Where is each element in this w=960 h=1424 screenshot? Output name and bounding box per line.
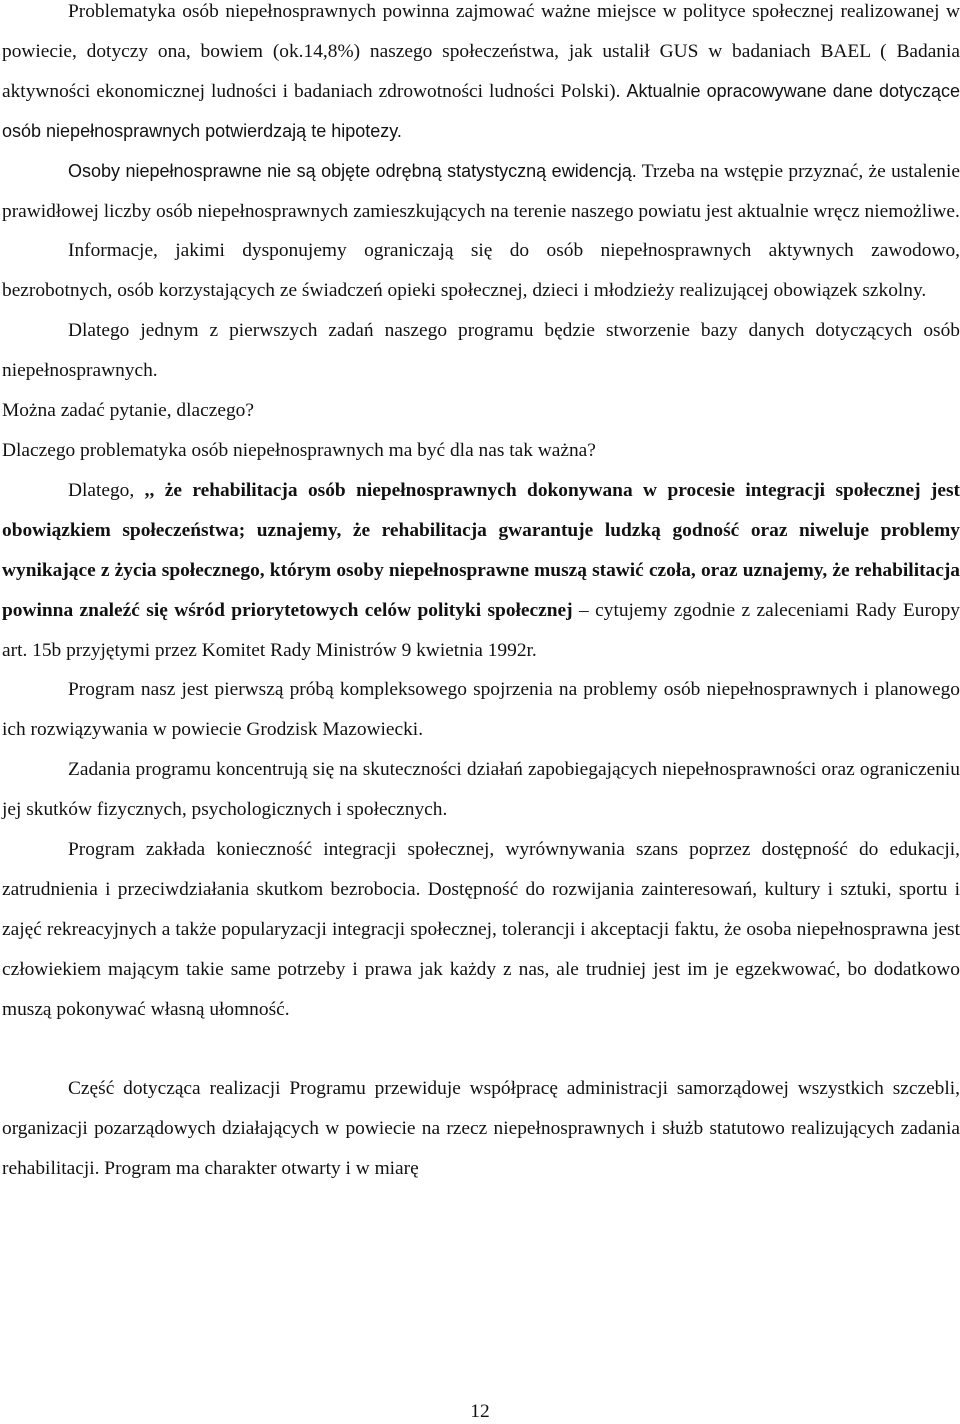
document-body — [2, 0, 960, 1189]
paragraph-7-tail: – cytujemy zgodnie z zaleceniami Rady Europy art. 15b przyjętymi przez Komitet Rady Ministrów 9 kwietnia 1992r. — [2, 599, 960, 661]
paragraph-5: Można zadać pytanie, dlaczego? — [2, 400, 254, 422]
page-number: 12 — [470, 1401, 490, 1422]
paragraph-11: Część dotycząca realizacji Programu przewiduje współpracę administracji samorządowej wszystkich szczebli, organizacji pozarządowych działających w powiecie na rzecz niepełnosprawnych i służb statutowo realizujących zadania rehabilitacji. Program ma charakter otwarty i w miarę — [2, 1078, 960, 1180]
paragraph-9: Zadania programu koncentrują się na skuteczności działań zapobiegających niepełnosprawności oraz ograniczeniu jej skutków fizycznych, psychologicznych i społecznych. — [2, 759, 960, 821]
paragraph-3: Informacje, jakimi dysponujemy ograniczają się do osób niepełnosprawnych aktywnych zawodowo, bezrobotnych, osób korzystających ze świadczeń opieki społecznej, dzieci i młodzieży realizującej obowiązek szkolny. — [2, 240, 960, 302]
paragraph-1-sans-text: Aktualnie opracowywane dane dotyczące osób niepełnosprawnych potwierdzają te hipotezy. — [2, 80, 960, 141]
paragraph-6: Dlaczego problematyka osób niepełnosprawnych ma być dla nas tak ważna? — [2, 439, 596, 461]
paragraph-4: Dlatego jednym z pierwszych zadań naszego programu będzie stworzenie bazy danych dotyczących osób niepełnosprawnych. — [2, 320, 960, 382]
paragraph-7 — [2, 471, 960, 671]
paragraph-2-text: Trzeba na wstępie przyznać, że ustalenie prawidłowej liczby osób niepełnosprawnych zamieszkujących na terenie naszego powiatu jest aktualnie wręcz niemożliwe. — [2, 160, 960, 222]
paragraph-1 — [2, 0, 960, 152]
paragraph-7-bold-quote: ,, że rehabilitacja osób niepełnosprawnych dokonywana w procesie integracji społecznej jest obowiązkiem społeczeństwa; uznajemy, że rehabilitacja gwarantuje ludzką godność oraz niweluje problemy wynikające z życia społecznego, którym osoby niepełnosprawne muszą stawić czoła, oraz uznajemy, że rehabilitacja powinna znaleźć się wśród priorytetowych celów polityki społecznej — [2, 479, 960, 621]
paragraph-2 — [2, 152, 960, 232]
paragraph-2-sans-text: Osoby niepełnosprawne nie są objęte odrębną statystyczną ewidencją. — [68, 160, 637, 181]
paragraph-8: Program nasz jest pierwszą próbą kompleksowego spojrzenia na problemy osób niepełnosprawnych i planowego ich rozwiązywania w powiecie Grodzisk Mazowiecki. — [2, 679, 960, 741]
paragraph-10: Program zakłada konieczność integracji społecznej, wyrównywania szans poprzez dostępność do edukacji, zatrudnienia i przeciwdziałania skutkom bezrobocia. Dostępność do rozwijania zainteresowań, kultury i sztuki, sportu i zajęć rekreacyjnych a także popularyzacji integracji społecznej, tolerancji i akceptacji faktu, że osoba niepełnosprawna jest człowiekiem mającym takie same potrzeby i prawa jak każdy z nas, ale trudniej jest im je egzekwować, bo dodatkowo muszą pokonywać własną ułomność. — [2, 839, 960, 1020]
paragraph-1-text: Problematyka osób niepełnosprawnych powinna zajmować ważne miejsce w polityce społecznej realizowanej w powiecie, dotyczy ona, bowiem (ok.14,8%) naszego społeczeństwa, jak ustalił GUS w badaniach BAEL ( Badania aktywności ekonomicznej ludności i badaniach zdrowotności ludności Polski). — [2, 1, 960, 102]
paragraph-7-lead: Dlatego, — [68, 479, 145, 501]
